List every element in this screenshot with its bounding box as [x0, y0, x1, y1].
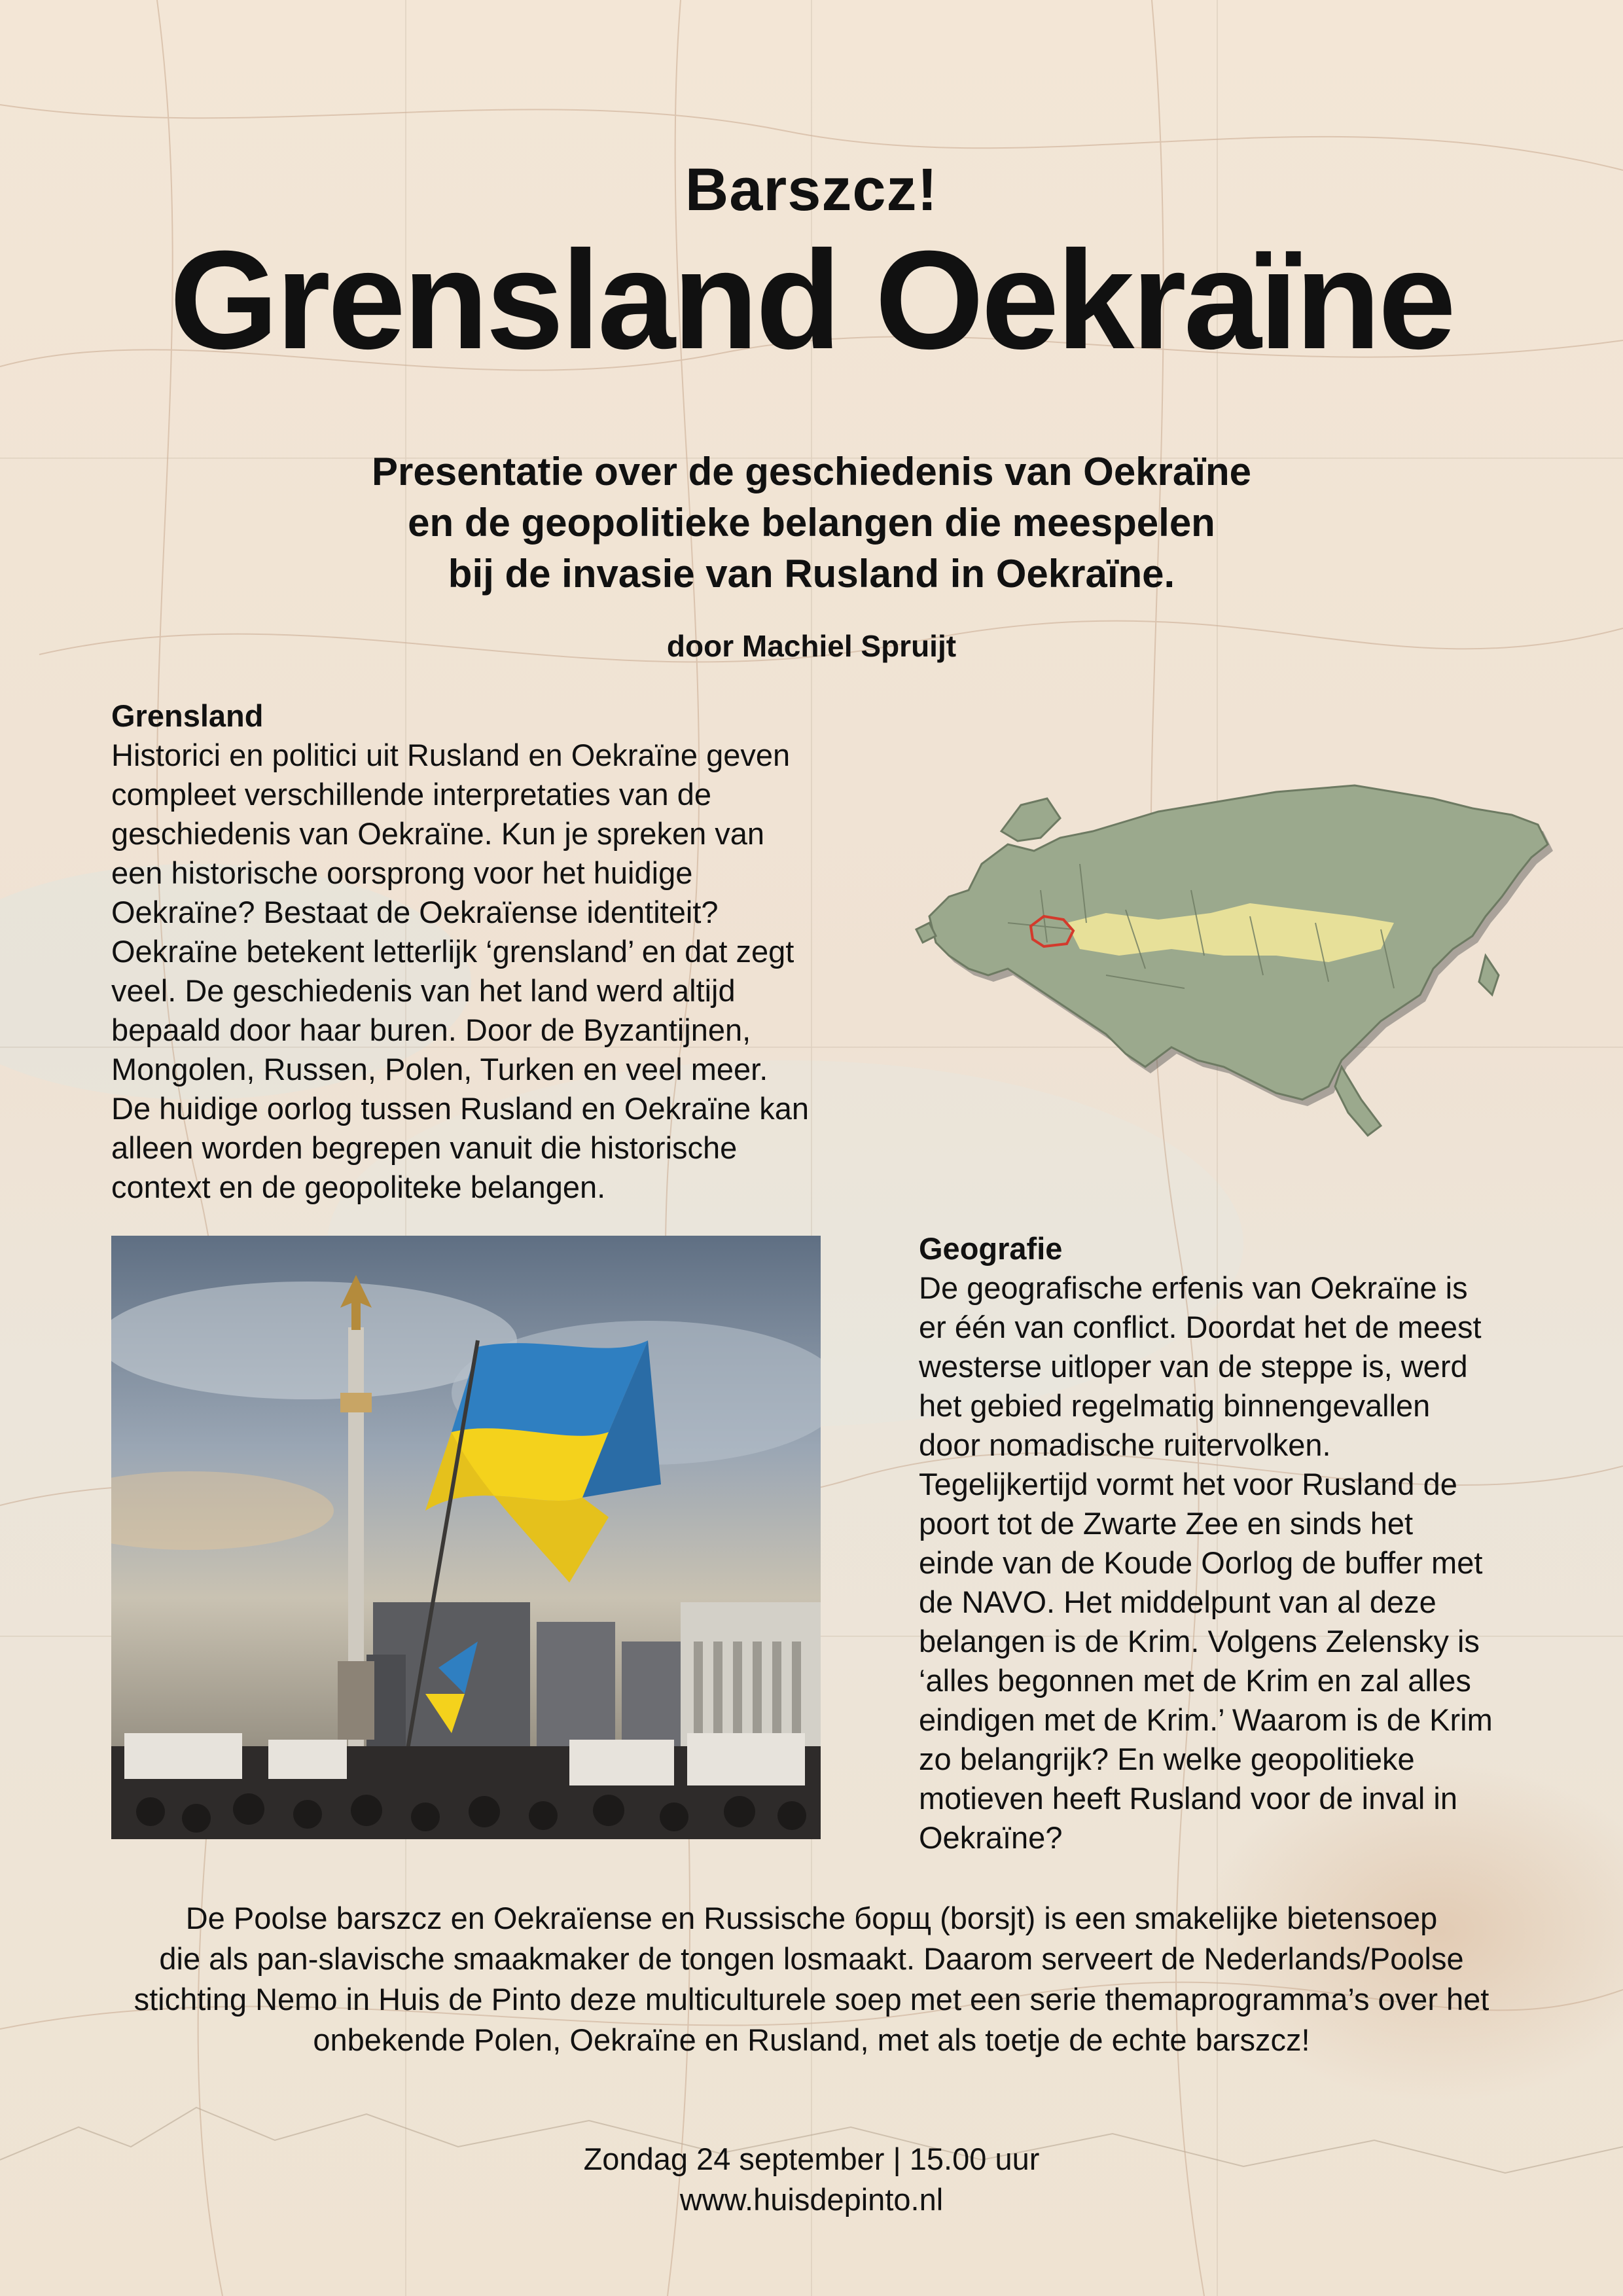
eurasia-map-icon	[910, 759, 1564, 1145]
closing-paragraph	[0, 1898, 1623, 2060]
geografie-text-line: het gebied regelmatig binnengevallen	[919, 1388, 1431, 1423]
geografie-text-line: belangen is de Krim. Volgens Zelensky is	[919, 1624, 1480, 1659]
geografie-text-line: poort tot de Zwarte Zee en sinds het	[919, 1506, 1414, 1541]
page-title: Grensland Oekraïne	[169, 222, 1454, 378]
subtitle	[0, 446, 1623, 600]
website-link[interactable]: www.huisdepinto.nl	[679, 2182, 944, 2217]
geografie-section	[919, 1229, 1493, 1857]
geografie-text-line: De geografische erfenis van Oekraïne is	[919, 1270, 1468, 1305]
event-footer	[0, 2139, 1623, 2220]
grensland-text-line: context en de geopoliteke belangen.	[111, 1170, 606, 1204]
grensland-text-line: Oekraïne betekent letterlijk ‘grensland’ en dat zegt	[111, 934, 794, 969]
author-line: door Machiel Spruijt	[666, 629, 957, 663]
event-date: Zondag 24 september | 15.00 uur	[583, 2142, 1040, 2176]
ukraine-flag-photo-icon	[111, 1236, 821, 1839]
subtitle-line: Presentatie over de geschiedenis van Oekraïne	[372, 450, 1251, 493]
geografie-text-line: eindigen met de Krim.’ Waarom is de Krim	[919, 1702, 1493, 1737]
grensland-text-line: compleet verschillende interpretaties van de	[111, 777, 712, 812]
geografie-text-line: er één van conflict. Doordat het de meest	[919, 1310, 1482, 1344]
geografie-text-line: Tegelijkertijd vormt het voor Rusland de	[919, 1467, 1457, 1501]
geografie-text-line: ‘alles begonnen met de Krim en zal alles	[919, 1663, 1471, 1698]
subtitle-line: bij de invasie van Rusland in Oekraïne.	[448, 552, 1175, 596]
grensland-text-line: Historici en politici uit Rusland en Oekraïne geven	[111, 738, 791, 772]
closing-text-line: die als pan-slavische smaakmaker de tongen losmaakt. Daarom serveert de Nederlands/Poolse	[159, 1941, 1464, 1976]
geografie-text-line: Oekraïne?	[919, 1820, 1063, 1855]
grensland-text-line: De huidige oorlog tussen Rusland en Oekraïne kan	[111, 1091, 810, 1126]
grensland-text-line: geschiedenis van Oekraïne. Kun je spreken van	[111, 816, 765, 851]
grensland-section	[111, 696, 809, 1207]
kicker-title: Barszcz!	[685, 156, 938, 223]
geografie-heading: Geografie	[919, 1231, 1063, 1266]
geografie-text-line: zo belangrijk? En welke geopolitieke	[919, 1742, 1415, 1776]
grensland-text-line: alleen worden begrepen vanuit die historische	[111, 1130, 738, 1165]
closing-text-line: stichting Nemo in Huis de Pinto deze multiculturele soep met een serie themaprogramma’s over het	[134, 1982, 1489, 2017]
grensland-text-line: een historische oorsprong voor het huidige	[111, 855, 693, 890]
geografie-text-line: westerse uitloper van de steppe is, werd	[919, 1349, 1468, 1384]
grensland-text-line: bepaald door haar buren. Door de Byzantijnen,	[111, 1013, 751, 1047]
grensland-text-line: veel. De geschiedenis van het land werd altijd	[111, 973, 736, 1008]
geografie-text-line: de NAVO. Het middelpunt van al deze	[919, 1585, 1436, 1619]
grensland-text-line: Oekraïne? Bestaat de Oekraïense identiteit?	[111, 895, 719, 929]
geografie-text-line: motieven heeft Rusland voor de inval in	[919, 1781, 1457, 1816]
subtitle-line: en de geopolitieke belangen die meespelen	[408, 501, 1215, 545]
grensland-text-line: Mongolen, Russen, Polen, Turken en veel meer.	[111, 1052, 768, 1086]
closing-text-line: De Poolse barszcz en Oekraïense en Russische борщ (borsjt) is een smakelijke bietensoep	[185, 1901, 1438, 1935]
grensland-heading: Grensland	[111, 698, 264, 733]
closing-text-line: onbekende Polen, Oekraïne en Rusland, met als toetje de echte barszcz!	[313, 2022, 1310, 2057]
geografie-text-line: einde van de Koude Oorlog de buffer met	[919, 1545, 1483, 1580]
geografie-text-line: door nomadische ruitervolken.	[919, 1427, 1331, 1462]
